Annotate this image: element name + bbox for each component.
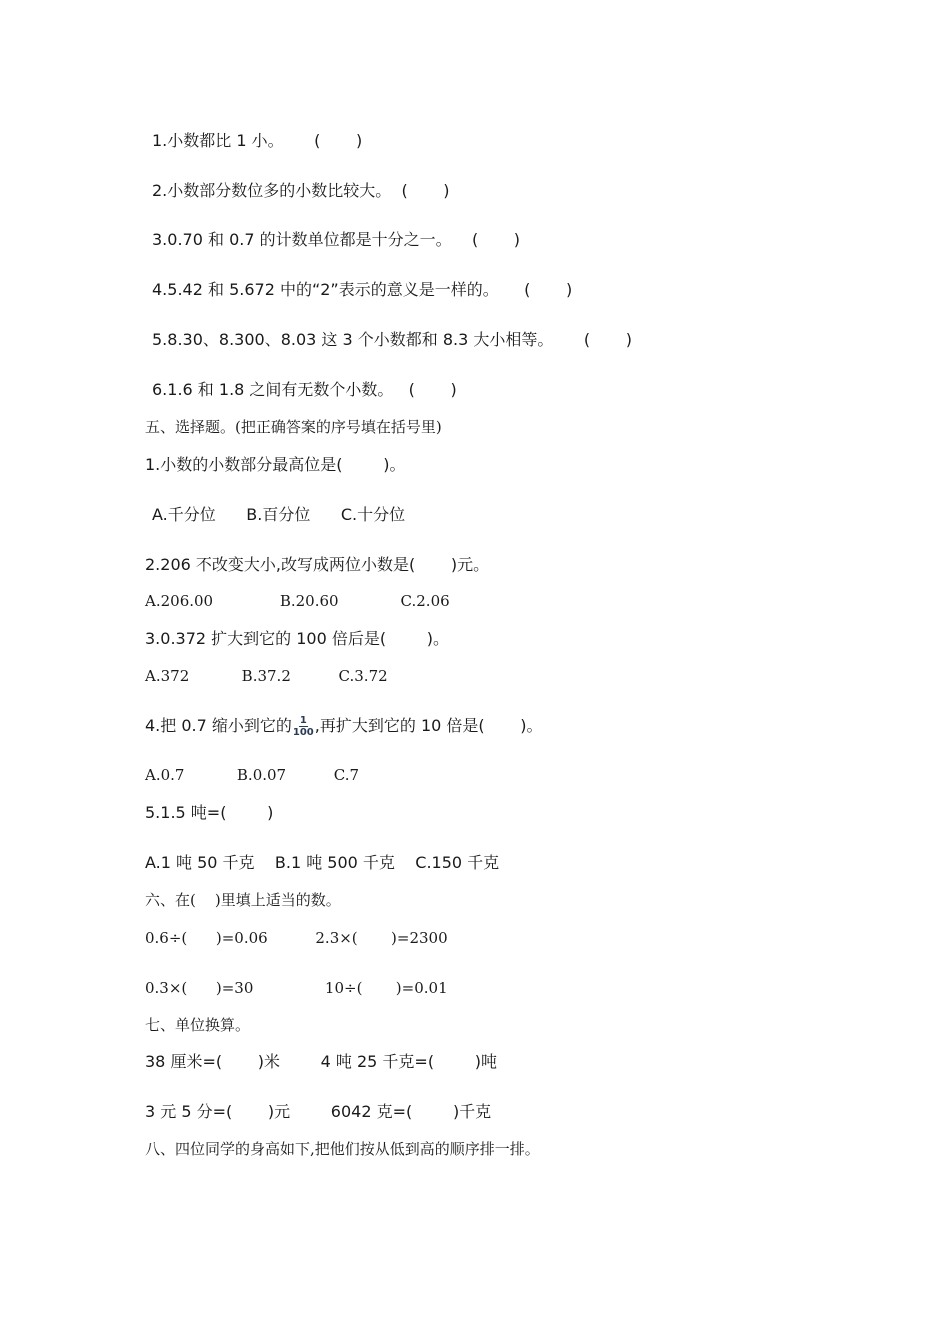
fill-row-2: 0.3×( )=30 10÷( )=0.01	[145, 979, 448, 997]
mc-options-1: A.千分位 B.百分位 C.十分位	[152, 505, 406, 524]
mc-question-1: 1.小数的小数部分最高位是( )。	[145, 455, 406, 474]
mc-question-3: 3.0.372 扩大到它的 100 倍后是( )。	[145, 629, 450, 648]
fill-row-1: 0.6÷( )=0.06 2.3×( )=2300	[145, 929, 448, 947]
conversion-row-1: 38 厘米=( )米 4 吨 25 千克=( )吨	[145, 1052, 498, 1071]
tf-question-5: 5.8.30、8.300、8.03 这 3 个小数都和 8.3 大小相等。 ( )	[152, 330, 632, 349]
mc-question-2: 2.206 不改变大小,改写成两位小数是( )元。	[145, 555, 490, 574]
tf-question-1: 1.小数都比 1 小。 ( )	[152, 131, 363, 150]
section-heading-8: 八、四位同学的身高如下,把他们按从低到高的顺序排一排。	[145, 1140, 540, 1158]
mc-options-5: A.1 吨 50 千克 B.1 吨 500 千克 C.150 千克	[145, 853, 500, 872]
fraction-numerator: 1	[299, 715, 307, 726]
fraction-denominator: 100	[292, 727, 314, 738]
mc-options-2: A.206.00 B.20.60 C.2.06	[145, 592, 450, 610]
mc-question-4-post: ,再扩大到它的 10 倍是( )。	[314, 716, 543, 735]
mc-options-4: A.0.7 B.0.07 C.7	[145, 766, 360, 784]
tf-question-2: 2.小数部分数位多的小数比较大。 ( )	[152, 181, 450, 200]
section-heading-6: 六、在( )里填上适当的数。	[145, 891, 341, 909]
conversion-row-2: 3 元 5 分=( )元 6042 克=( )千克	[145, 1102, 492, 1121]
mc-options-3: A.372 B.37.2 C.3.72	[145, 667, 388, 685]
fraction-one-hundredth	[293, 715, 314, 738]
tf-question-4: 4.5.42 和 5.672 中的“2”表示的意义是一样的。 ( )	[152, 280, 573, 299]
tf-question-3: 3.0.70 和 0.7 的计数单位都是十分之一。 ( )	[152, 230, 521, 249]
mc-question-5: 5.1.5 吨=( )	[145, 803, 274, 822]
mc-question-4-pre: 4.把 0.7 缩小到它的	[145, 716, 292, 735]
section-heading-5: 五、选择题。(把正确答案的序号填在括号里)	[145, 418, 442, 436]
section-heading-7: 七、单位换算。	[145, 1016, 251, 1034]
tf-question-6: 6.1.6 和 1.8 之间有无数个小数。 ( )	[152, 380, 457, 399]
mc-question-4	[145, 713, 542, 739]
